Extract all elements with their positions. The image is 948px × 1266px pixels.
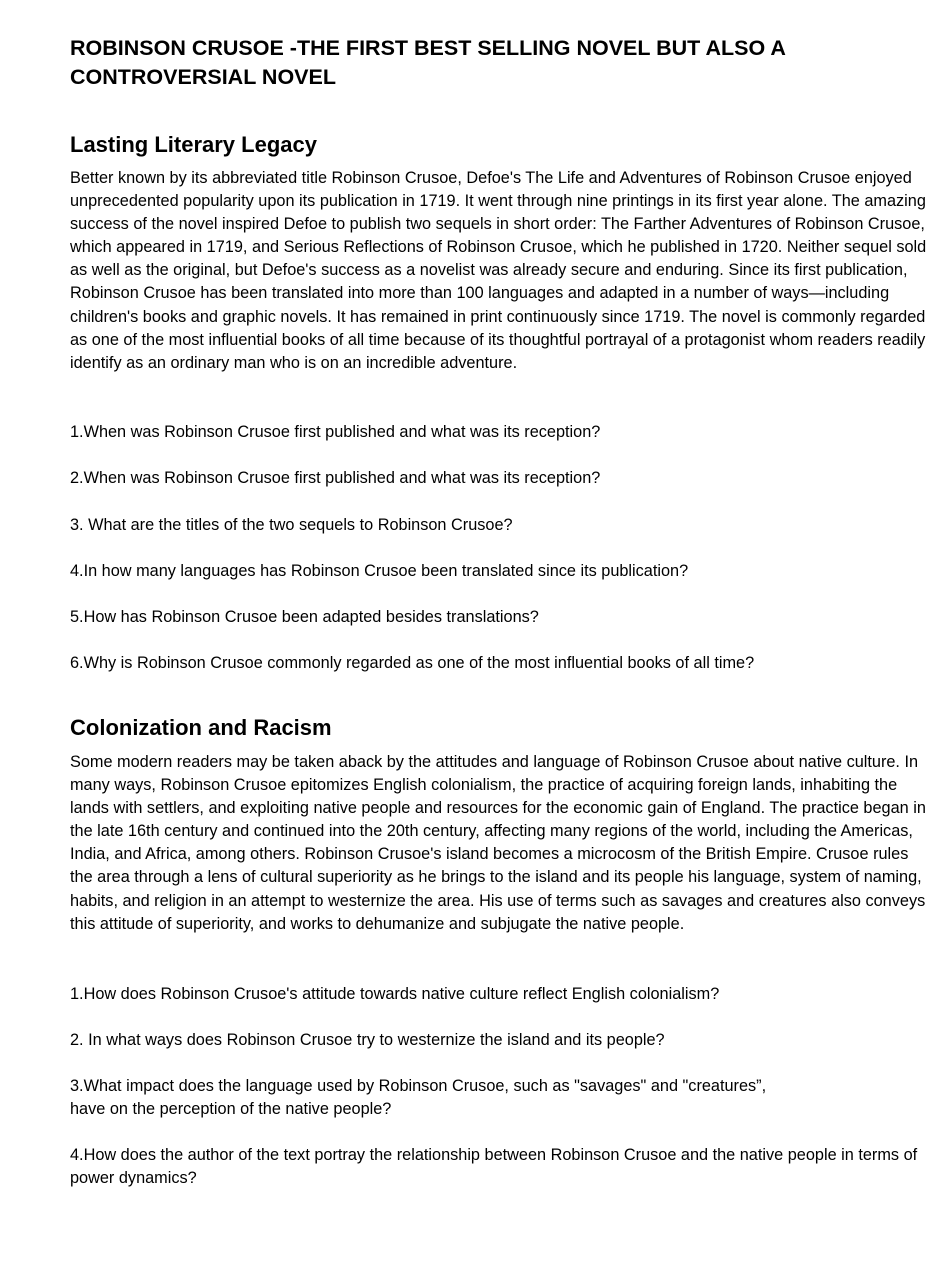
question-item: 2.When was Robinson Crusoe first published and what was its reception? [70,469,601,487]
question-item: 4.In how many languages has Robinson Crusoe been translated since its publication? [70,562,689,580]
question-item: 3. What are the titles of the two sequels to Robinson Crusoe? [70,516,513,534]
question-item: 3.What impact does the language used by Robinson Crusoe, such as "savages" and "creatures”, have on the perception of the native people? [70,1077,767,1118]
document-title: ROBINSON CRUSOE -THE FIRST BEST SELLING NOVEL BUT ALSO A CONTROVERSIAL NOVEL [70,36,786,89]
question-item: 1.How does Robinson Crusoe's attitude towards native culture reflect English colonialism? [70,985,720,1003]
section-heading-legacy: Lasting Literary Legacy [70,132,317,157]
question-item: 6.Why is Robinson Crusoe commonly regarded as one of the most influential books of all time? [70,654,755,672]
section-paragraph-colonization: Some modern readers may be taken aback by the attitudes and language of Robinson Crusoe about native culture. In many ways, Robinson Crusoe epitomizes English colonialism, the practice of acquiring foreign lands, inhabiting the lands with settlers, and exploiting native people and resources for the economic gain of England. The practice began in the late 16th century and continued into the 20th century, affecting many regions of the world, including the Americas, India, and Africa, among others. Robinson Crusoe's island becomes a microcosm of the British Empire. Crusoe rules the area through a lens of cultural superiority as he brings to the island and its people his language, system of naming, habits, and religion in an attempt to westernize the area. His use of terms such as savages and creatures also conveys this attitude of superiority, and works to dehumanize and subjugate the native people. [70,753,926,933]
section-heading-colonization: Colonization and Racism [70,715,332,740]
section-paragraph-legacy: Better known by its abbreviated title Robinson Crusoe, Defoe's The Life and Adventures of Robinson Crusoe enjoyed unprecedented popularity upon its publication in 1719. It went through nine printings in its first year alone. The amazing success of the novel inspired Defoe to publish two sequels in short order: The Farther Adventures of Robinson Crusoe, which appeared in 1719, and Serious Reflections of Robinson Crusoe, which he published in 1720. Neither sequel sold as well as the original, but Defoe's success as a novelist was already secure and enduring. Since its first publication, Robinson Crusoe has been translated into more than 100 languages and adapted in a number of ways—including children's books and graphic novels. It has remained in print continuously since 1719. The novel is commonly regarded as one of the most influential books of all time because of its thoughtful portrayal of a protagonist whom readers readily identify as an ordinary man who is on an incredible adventure. [70,169,927,372]
question-item: 1.When was Robinson Crusoe first published and what was its reception? [70,423,601,441]
question-item: 4.How does the author of the text portray the relationship between Robinson Crusoe and the native people in terms of power dynamics? [70,1146,918,1187]
question-item: 5.How has Robinson Crusoe been adapted besides translations? [70,608,539,626]
question-item: 2. In what ways does Robinson Crusoe try to westernize the island and its people? [70,1031,665,1049]
